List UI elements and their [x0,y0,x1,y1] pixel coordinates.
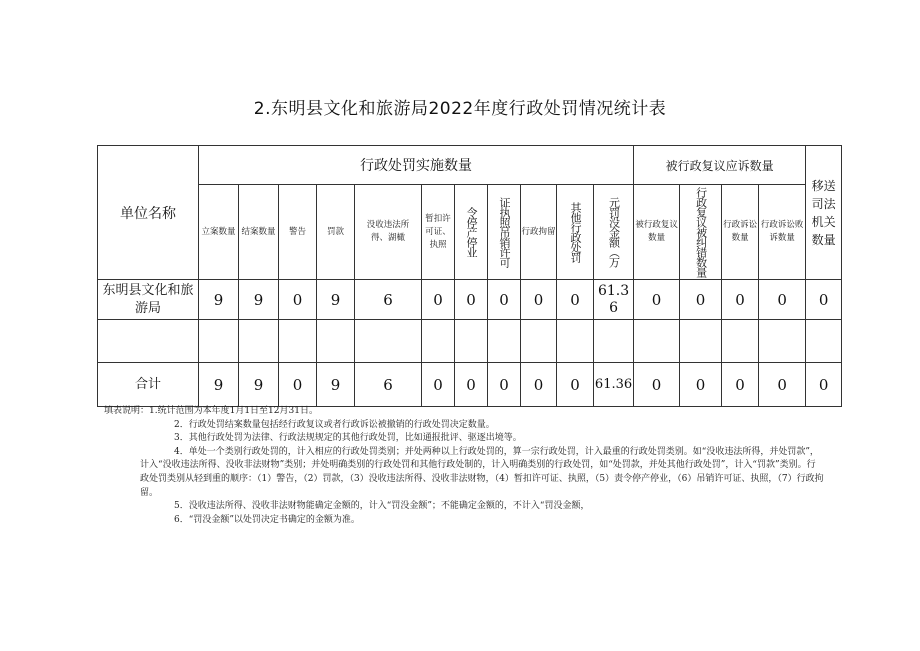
cell: 0 [722,363,759,407]
cell: 0 [722,280,759,320]
cell: 0 [521,363,557,407]
cell: 0 [557,363,594,407]
note-5: 5．没收违法所得、没收非法财物能确定金额的，计入“罚没金额”；不能确定金额的，不计入“罚没金额， [174,501,590,512]
cell: 0 [279,363,317,407]
cell: 0 [488,280,521,320]
row-unit-name: 东明县文化和旅游局 [102,282,194,316]
cell: 61.36 [594,280,634,320]
page-title: 2.东明县文化和旅游局2022年度行政处罚情况统计表 [253,99,667,119]
unit-name-header: 单位名称 [98,146,199,280]
col-closed: 结案数量 [241,226,276,237]
col-suspend-production: 令停产停业 [465,207,478,257]
cell: 0 [680,280,722,320]
note-6: 6．“罚没金额”以处罚决定书确定的金额为准。 [174,514,360,525]
cell: 0 [455,280,488,320]
cell: 0 [759,280,806,320]
transfer-header [806,146,842,280]
cell: 6 [355,363,422,407]
cell: 0 [806,280,842,320]
cell: 0 [680,363,722,407]
col-revoke-license: 证执照吊销许可 [498,197,511,267]
col-lawsuit-count: 行政诉讼数量 [723,220,758,243]
col-penalty-amount: 元罚没金额（万 [607,197,621,267]
note-4: 4．单处一个类别行政处罚的，计入相应的行政处罚类别；并处两种以上行政处罚的，算一宗行政处罚，计入最重的行政处罚类别。如“没收违法所得，并处罚款”，计入“没收违法所得、没收非法财物”类别；并处明确类别的行政处罚和其他行政处制的，计入明确类别的行政处罚，如“处罚款，并处其他行政处罚”，计入“罚款”类别。行政处罚类别从轻到重的顺序：（1）警告，（2）罚款，（3）没收违法所得、没收非法财物，（4）暂扣许可证、执照，（5）责令停产停业，（6）吊销许可证、执照，（7）行政拘留。 [140,446,824,498]
penalty-group-header: 行政处罚实施数量 [199,146,634,185]
col-other-penalty: 其他行政处罚 [569,202,582,262]
cell: 0 [759,363,806,407]
cell: 9 [317,280,355,320]
table-row [98,363,842,407]
cell: 0 [521,280,557,320]
col-lawsuit-lost: 行政诉讼败诉数量 [760,220,804,243]
cell: 61.36 [594,363,634,407]
cell: 0 [488,363,521,407]
cell: 0 [455,363,488,407]
table-row [98,320,842,363]
col-review-count: 被行政复议数量 [635,220,678,243]
cell: 0 [634,363,680,407]
cell: 9 [317,363,355,407]
note-3: 3．其他行政处罚为法律、行政法规规定的其他行政处罚，比如通报批评、驱逐出境等。 [174,433,522,444]
col-detention: 行政拘留 [521,226,556,237]
col-confiscation: 没收违法所得、湖橄 [366,220,410,243]
fill-instructions [104,405,824,527]
col-review-corrected: 行政复议被纠错数量 [694,187,708,277]
col-filed: 立案数量 [201,226,236,237]
cell: 0 [422,363,455,407]
row-unit-name [98,320,199,363]
cell: 0 [634,280,680,320]
cell: 0 [279,280,317,320]
cell: 9 [199,280,239,320]
cell: 9 [199,363,239,407]
note-1: 填表说明：1.统计范围为本年度1月1日至12月31日。 [104,406,318,416]
table-row [98,280,842,320]
cell: 9 [239,363,279,407]
penalty-statistics-table [97,145,842,407]
cell: 0 [422,280,455,320]
total-label: 合计 [98,363,199,407]
col-fine: 罚款 [326,226,344,237]
cell: 0 [557,280,594,320]
note-2: 2．行政处罚结案数量包括经行政复议或者行政诉讼被撤销的行政处罚决定数量。 [174,419,495,430]
review-group-header: 被行政复议应诉数量 [634,146,806,185]
cell: 0 [806,363,842,407]
col-warning: 警告 [288,226,306,237]
transfer-header-label: 移送司法机关数量 [811,178,836,247]
cell: 6 [355,280,422,320]
col-suspend-license: 暂扣许可证、执照 [425,213,451,250]
cell: 9 [239,280,279,320]
